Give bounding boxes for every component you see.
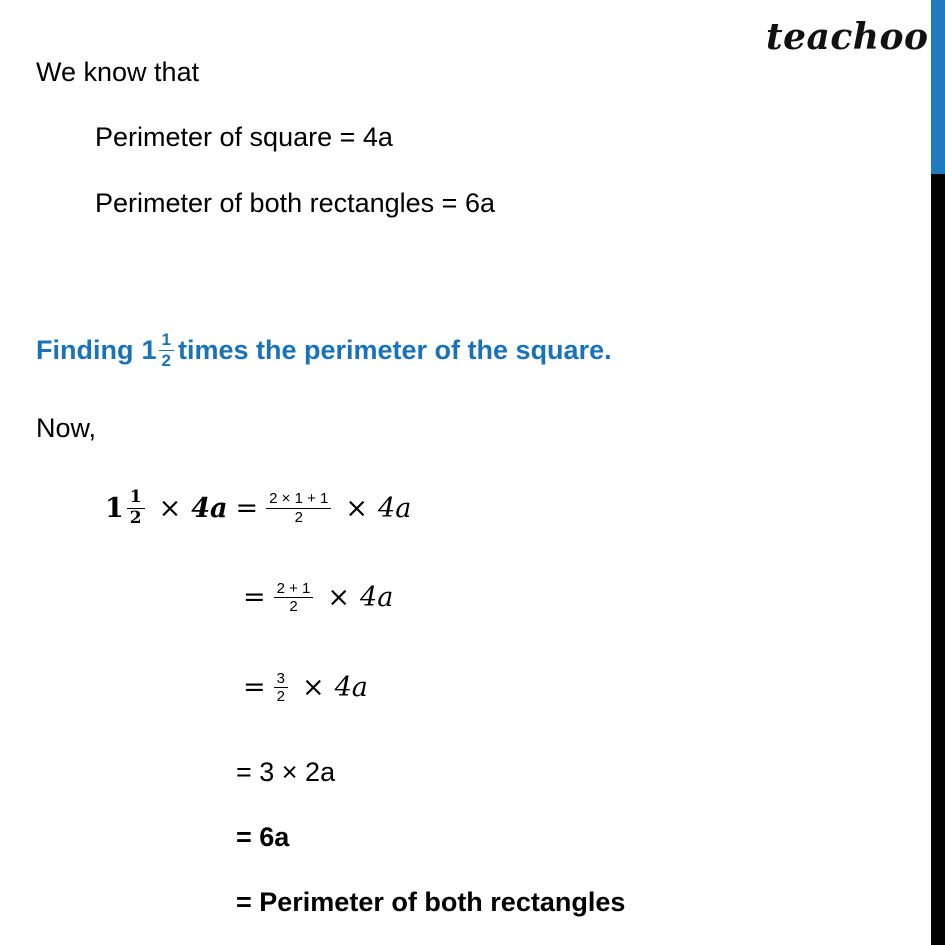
step2-term: 4a bbox=[360, 582, 394, 614]
step1-lhs-term: 4a bbox=[191, 492, 228, 524]
equation-step-6: = Perimeter of both rectangles bbox=[236, 887, 626, 917]
equation-step-5: = 6a bbox=[236, 822, 290, 852]
step3-term: 4a bbox=[334, 672, 368, 704]
step1-lhs-num: 1 bbox=[127, 488, 145, 509]
rectangles-perimeter-line: Perimeter of both rectangles = 6a bbox=[95, 188, 495, 218]
right-sidebar-accent bbox=[931, 0, 945, 174]
step3-num: 3 bbox=[274, 670, 288, 688]
equation-step-1 bbox=[105, 488, 411, 528]
intro-line: We know that bbox=[36, 57, 200, 87]
square-perimeter-line: Perimeter of square = 4a bbox=[95, 122, 393, 152]
step1-rhs-times: × bbox=[345, 492, 369, 524]
heading-fraction bbox=[159, 330, 174, 370]
heading-fraction-num: 1 bbox=[159, 330, 174, 351]
step1-rhs-den: 2 bbox=[294, 508, 303, 526]
step3-den: 2 bbox=[276, 688, 285, 706]
heading-fraction-den: 2 bbox=[161, 350, 171, 370]
step2-num: 2 + 1 bbox=[274, 580, 314, 598]
step2-times: × bbox=[327, 582, 351, 614]
step1-lhs-den: 2 bbox=[129, 507, 142, 528]
heading-suffix: times the perimeter of the square. bbox=[177, 335, 612, 366]
step1-whole: 1 bbox=[105, 492, 124, 524]
now-label: Now, bbox=[36, 413, 97, 443]
step1-equals: = bbox=[235, 492, 259, 524]
equation-step-4: = 3 × 2a bbox=[236, 757, 336, 787]
step2-fraction bbox=[274, 580, 314, 616]
teachoo-logo: teachoo bbox=[766, 16, 929, 58]
step1-rhs-term: 4a bbox=[378, 492, 412, 524]
equation-step-2 bbox=[243, 580, 393, 616]
step3-fraction bbox=[274, 670, 288, 706]
heading-mixed-whole: 1 bbox=[141, 335, 157, 366]
step3-equals: = bbox=[243, 672, 266, 704]
step3-times: × bbox=[301, 672, 325, 704]
step2-den: 2 bbox=[289, 598, 298, 616]
step1-lhs-fraction bbox=[127, 488, 145, 528]
heading-prefix: Finding bbox=[36, 335, 134, 366]
equation-step-3 bbox=[243, 670, 368, 706]
section-heading bbox=[36, 330, 612, 370]
step1-rhs-num: 2 × 1 + 1 bbox=[266, 490, 331, 508]
step1-rhs-fraction bbox=[266, 490, 331, 526]
step1-times: × bbox=[158, 492, 182, 524]
step2-equals: = bbox=[243, 582, 266, 614]
